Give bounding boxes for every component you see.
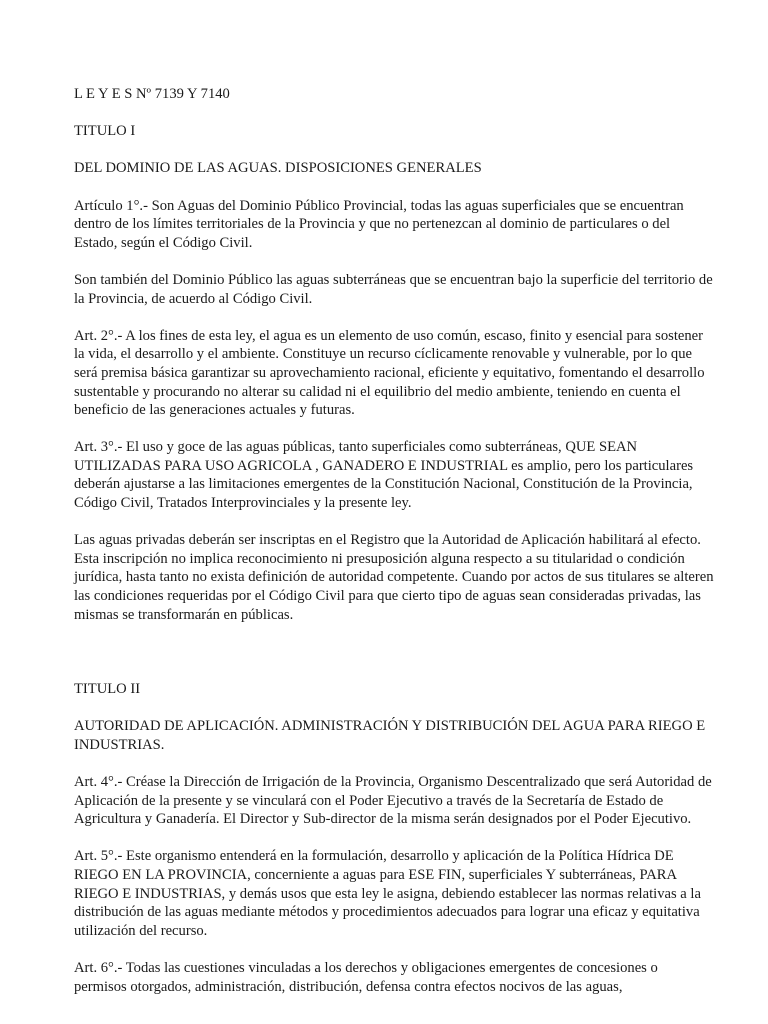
article-4: Art. 4°.- Créase la Dirección de Irrigación de la Provincia, Organismo Descentralizado que será Autoridad de Aplicación de la presente y se vinculará con el Poder Ejecutivo a través de la Secretaría de Estado de Agricultura y Ganadería. El Director y Sub-director de la misma serán designados por el Poder Ejecutivo. <box>74 773 712 828</box>
titulo-2-heading: TITULO II <box>74 681 141 697</box>
article-1: Artículo 1°.- Son Aguas del Dominio Público Provincial, todas las aguas superficiales que se encuentran dentro de los límites territoriales de la Provincia y que no pertenezcan al dominio de particulares o del Estado, según el Código Civil. <box>74 197 684 251</box>
article-1-paragraph-2: Son también del Dominio Público las aguas subterráneas que se encuentran bajo la superficie del territorio de la Provincia, de acuerdo al Código Civil. <box>74 271 713 307</box>
article-3: Art. 3°.- El uso y goce de las aguas públicas, tanto superficiales como subterráneas, QUE SEAN UTILIZADAS PARA USO AGRICOLA , GANADERO E INDUSTRIAL es amplio, pero los particulares deberán ajustarse a las limitaciones emergentes de la Constitución Nacional, Constitución de la Provincia, Código Civil, Tratados Interprovinciales y la presente ley. <box>74 439 694 512</box>
document-body <box>74 85 714 996</box>
article-2: Art. 2°.- A los fines de esta ley, el agua es un elemento de uso común, escaso, finito y esencial para sostener la vida, el desarrollo y el ambiente. Constituye un recurso cíclicamente renovable y vulnerable, por lo que será premisa básica garantizar su aprovechamiento racional, eficiente y equitativo, fomentando el desarrollo sustentable y procurando no alterar su calidad ni el equilibrio del medio ambiente, teniendo en cuenta el beneficio de las generaciones actuales y futuras. <box>74 327 705 419</box>
article-6: Art. 6°.- Todas las cuestiones vinculadas a los derechos y obligaciones emergentes de concesiones o permisos otorgados, administración, distribución, defensa contra efectos nocivos de las aguas, <box>74 959 658 995</box>
titulo-2-subtitle: AUTORIDAD DE APLICACIÓN. ADMINISTRACIÓN Y DISTRIBUCIÓN DEL AGUA PARA RIEGO E INDUSTRIAS. <box>74 718 706 753</box>
titulo-1-heading: TITULO I <box>74 123 136 140</box>
article-5: Art. 5°.- Este organismo entenderá en la formulación, desarrollo y aplicación de la Política Hídrica DE RIEGO EN LA PROVINCIA, concerniente a aguas para ESE FIN, superficiales Y subterráneas, PARA RIEGO E INDUSTRIAS, y demás usos que esta ley le asigna, debiendo establecer las normas relativas a la distribución de las aguas mediante métodos y procedimientos adecuados para lograr una eficaz y equitativa utilización del recurso. <box>74 848 701 939</box>
document-heading: L E Y E S Nº 7139 Y 7140 <box>74 86 230 102</box>
titulo-1-subtitle: DEL DOMINIO DE LAS AGUAS. DISPOSICIONES GENERALES <box>74 160 482 177</box>
article-3-paragraph-2: Las aguas privadas deberán ser inscriptas en el Registro que la Autoridad de Aplicación habilitará al efecto. Esta inscripción no implica reconocimiento ni presuposición alguna respecto a su titularidad o condición jurídica, hasta tanto no exista definición de autoridad competente. Cuando por actos de sus titulares se alteren las condiciones requeridas por el Código Civil para que cierto tipo de aguas sean consideradas privadas, las mismas se transformarán en públicas. <box>74 532 714 623</box>
